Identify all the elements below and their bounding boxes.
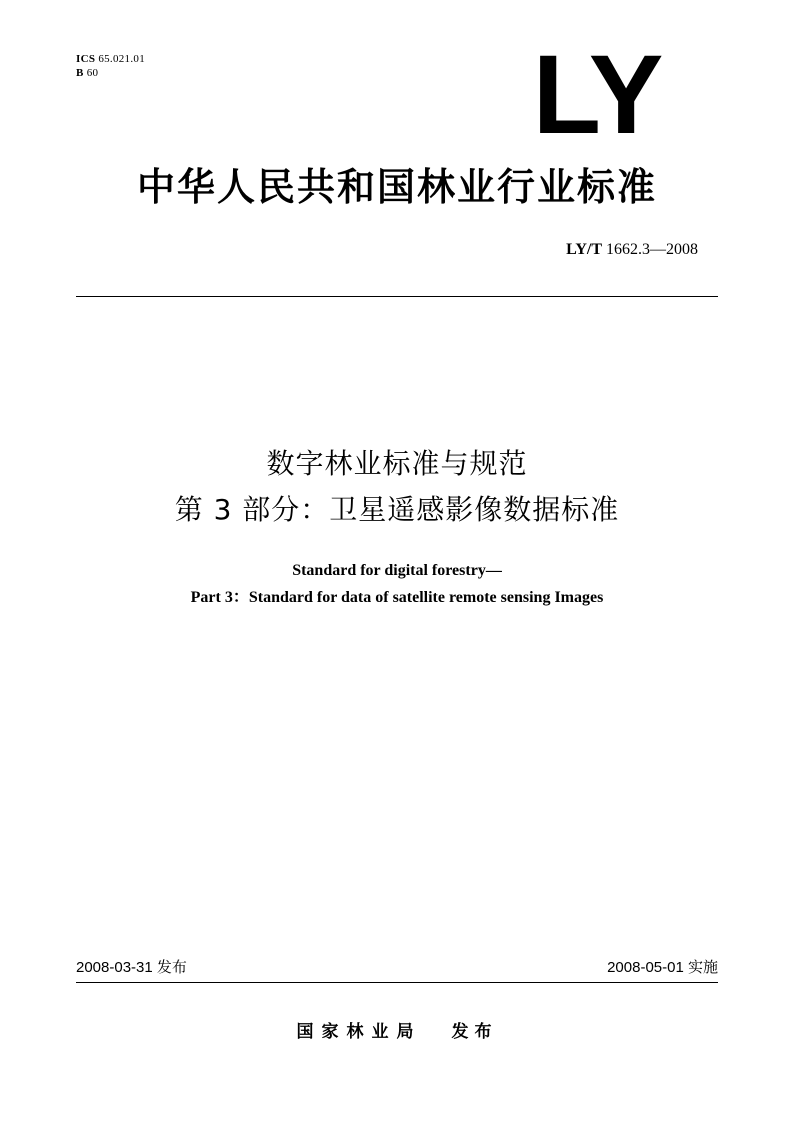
issuer [76, 1020, 718, 1044]
ccs-label: B [76, 67, 84, 79]
header-title: 中华人民共和国林业行业标准 [136, 165, 657, 209]
ics-code-line [76, 52, 145, 66]
ly-logo: LY [532, 32, 662, 157]
publish-date: 2008-03-31 发布 [76, 959, 187, 976]
ics-value: 65.021.01 [98, 53, 146, 65]
english-title-line-2: Part 3：Standard for data of satellite remote sensing Images [190, 589, 604, 606]
standard-number [566, 240, 698, 260]
classification-codes [76, 52, 145, 80]
standard-code: 1662.3—2008 [606, 241, 698, 258]
standard-prefix: LY/T [566, 241, 602, 258]
ccs-code-line [76, 66, 145, 80]
chinese-title-line-1: 数字林业标准与规范 [266, 447, 528, 480]
ccs-value: 60 [86, 67, 99, 79]
ics-label: ICS [76, 53, 96, 65]
english-title-line-1: Standard for digital forestry— [292, 562, 502, 579]
top-divider [76, 296, 718, 297]
chinese-title-line-2: 第 3 部分：卫星遥感影像数据标准 [174, 493, 620, 526]
effective-date: 2008-05-01 实施 [607, 959, 718, 976]
issuer-verb: 发布 [451, 1022, 498, 1042]
bottom-divider [76, 982, 718, 983]
issuer-name: 国家林业局 [296, 1022, 422, 1042]
